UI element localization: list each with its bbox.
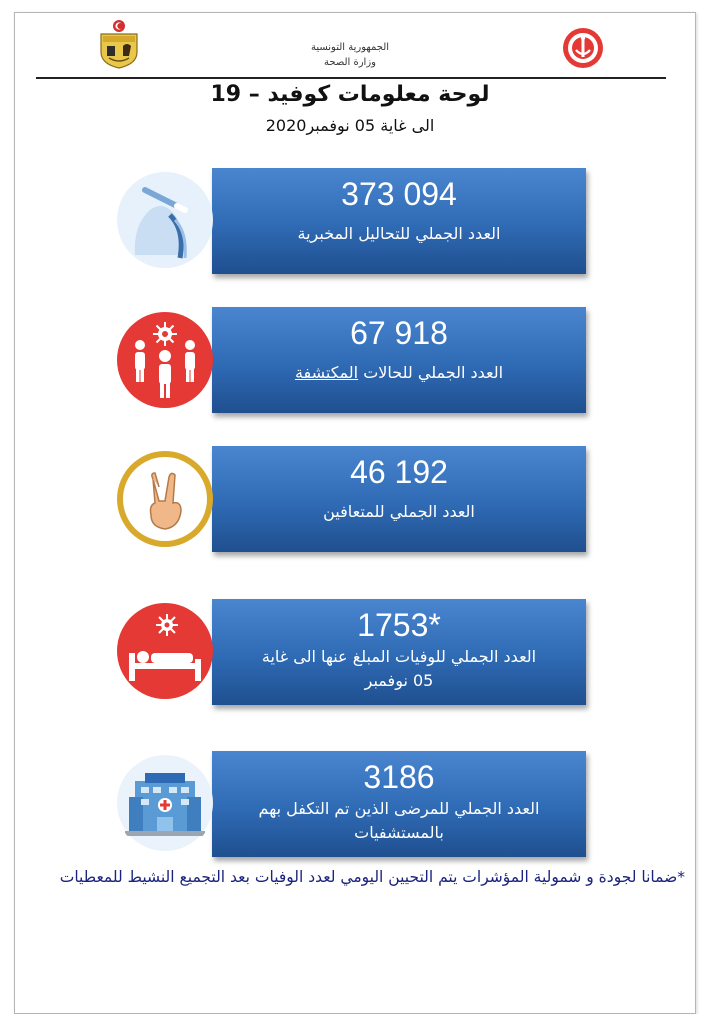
card-value: 373 094	[341, 176, 457, 212]
ministry-name: وزارة الصحة	[324, 57, 376, 68]
card-detected-cases	[212, 307, 586, 413]
tunisia-emblem-icon	[95, 18, 143, 70]
card-deaths	[212, 599, 586, 705]
card-label-line2: بالمستشفيات	[354, 823, 444, 842]
card-label: العدد الجملي للمتعافين	[323, 502, 475, 521]
card-label	[212, 797, 586, 845]
patient-bed-virus-icon	[115, 601, 215, 701]
card-value: 67 918	[350, 315, 448, 351]
card-label-underlined: المكتشفة	[294, 363, 359, 382]
card-label-line2: 05 نوفمبر	[364, 671, 434, 690]
footnote: *ضمانا لجودة و شمولية المؤشرات يتم التحيين اليومي لعدد الوفيات بعد التجميع النشيط للمعطيات	[59, 868, 685, 886]
card-value: 1753*	[357, 607, 441, 643]
card-value: 3186	[363, 759, 435, 795]
people-virus-icon	[115, 310, 215, 410]
lab-swab-icon	[115, 170, 215, 270]
card-lab-tests	[212, 168, 586, 274]
card-label: العدد الجملي للتحاليل المخبرية	[297, 224, 501, 243]
page-subtitle: الى غاية 05 نوفمبر2020	[265, 116, 435, 135]
card-label-text: العدد الجملي للحالات	[358, 363, 504, 382]
card-label-line1: العدد الجملي للمرضى الذين تم التكفل بهم	[258, 799, 540, 818]
card-recovered	[212, 446, 586, 552]
card-hospitalized	[212, 751, 586, 857]
victory-hand-icon	[115, 449, 215, 549]
card-value: 46 192	[350, 454, 448, 490]
hospital-icon	[115, 753, 215, 853]
ministry-header	[255, 40, 445, 70]
card-label	[212, 353, 586, 385]
header-divider	[36, 77, 666, 79]
card-label-line1: العدد الجملي للوفيات المبلغ عنها الى غاية	[261, 647, 537, 666]
card-label	[212, 645, 586, 693]
page-title: لوحة معلومات كوفيد – 19	[210, 82, 490, 107]
republic-name: الجمهورية التونسية	[310, 42, 390, 53]
health-logo-icon	[561, 26, 605, 70]
